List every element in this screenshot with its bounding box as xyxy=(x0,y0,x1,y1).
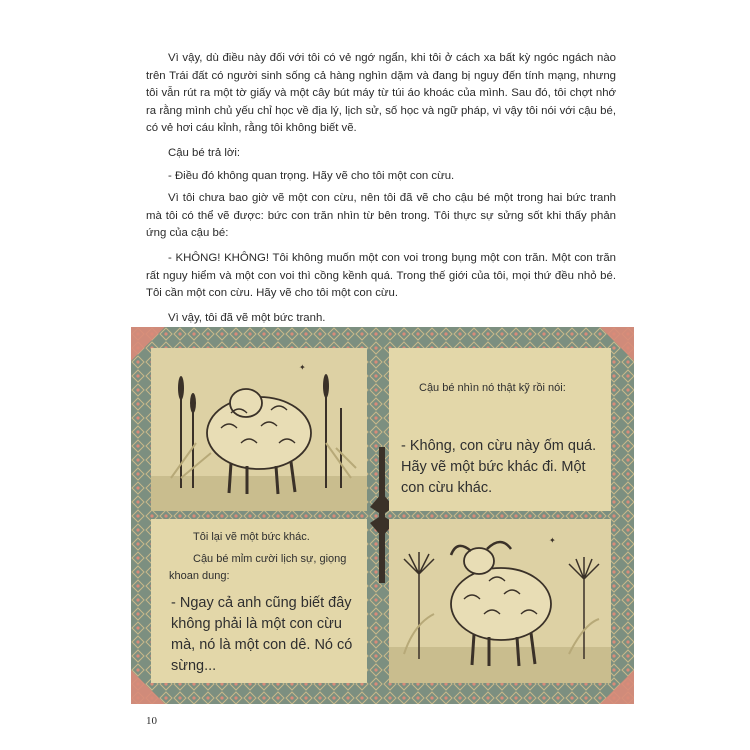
paragraph: Vì vậy, dù điều này đối với tôi có vẻ ngớ ngẩn, khi tôi ở cách xa bất kỳ ngóc ngách nào trên Trái đất có người sinh sống cả hàng nghìn dặm và đang bị nguy đến tính mạng, nhưng tôi vẫn rút ra một tờ giấy và một cây bút máy từ túi áo khoác của mình. Sau đó, tôi chợt nhớ ra rằng mình chủ yếu chỉ học về địa lý, lịch sử, số học và ngữ pháp, vì vậy tôi nói với cậu bé, có vẻ hơi cáu kỉnh, rằng tôi không biết vẽ. xyxy=(146,52,616,135)
illustration-panel xyxy=(131,327,634,704)
prose-body xyxy=(146,50,616,334)
sheep-illustration-1 xyxy=(151,348,367,511)
panel-intro-text: Cậu bé nhìn nó thật kỹ rồi nói: xyxy=(419,382,566,394)
goat-illustration xyxy=(389,519,611,683)
paragraph: Vì vậy, tôi đã vẽ một bức tranh. xyxy=(168,311,326,324)
svg-text:✦: ✦ xyxy=(549,536,556,545)
paragraph: Vì tôi chưa bao giờ vẽ một con cừu, nên tôi đã vẽ cho cậu bé một trong hai bức tranh mà tôi có thể vẽ được: bức con trăn nhìn từ bên trong. Tôi thực sự sửng sốt khi thấy phản ứng của cậu bé: xyxy=(146,192,616,240)
panel-line-1: Tôi lại vẽ một bức khác. xyxy=(193,531,310,543)
svg-text:✦: ✦ xyxy=(299,363,306,372)
panel-line-2: Cậu bé mỉm cười lịch sự, giọng khoan dung: xyxy=(169,553,347,582)
story-text-panel-1 xyxy=(389,348,611,511)
sheep-drawing xyxy=(151,348,367,511)
goat-drawing xyxy=(389,519,611,683)
panel-quote-text: - Ngay cả anh cũng biết đây không phải là một con cừu mà, nó là một con dê. Nó có sừng... xyxy=(171,595,353,674)
story-text-panel-2 xyxy=(151,519,367,683)
paragraph: - KHÔNG! KHÔNG! Tôi không muốn một con voi trong bụng một con trăn. Một con trăn rất nguy hiểm và một con voi thì cồng kềnh quá. Trong thế giới của tôi, mọi thứ đều nhỏ bé. Tôi cần một con cừu. Hãy vẽ cho tôi một con cừu. xyxy=(146,251,616,300)
paragraph: - Điều đó không quan trọng. Hãy vẽ cho tôi một con cừu. xyxy=(168,169,455,182)
paragraph: Cậu bé trả lời: xyxy=(168,146,241,159)
page-number: 10 xyxy=(146,715,157,727)
panel-quote-text: - Không, con cừu này ốm quá. Hãy vẽ một bức khác đi. Một con cừu khác. xyxy=(401,438,597,496)
